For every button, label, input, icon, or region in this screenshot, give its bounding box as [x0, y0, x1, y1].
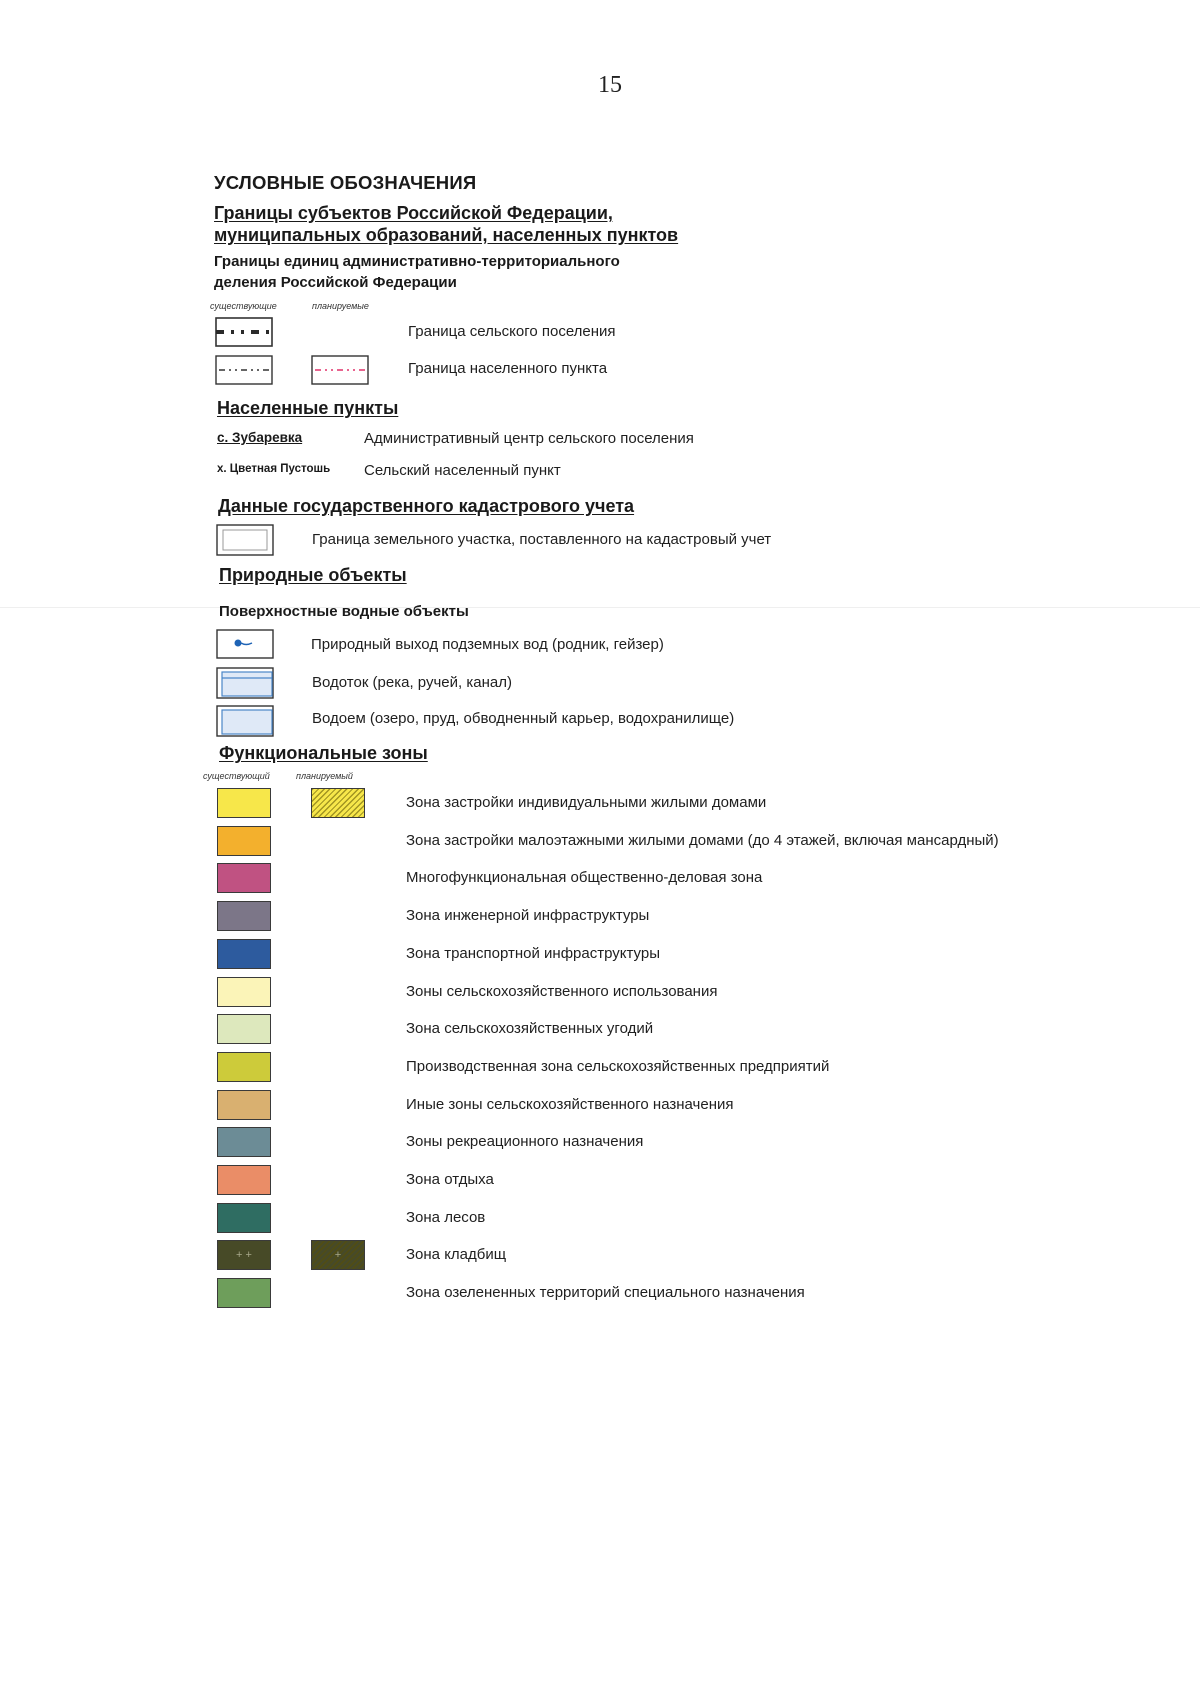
- locality-boundary-existing-symbol: [215, 355, 273, 385]
- functional-zones-heading: Функциональные зоны: [219, 743, 428, 763]
- zone-swatch-existing: [217, 788, 271, 818]
- zone-label: Зона отдыха: [406, 1171, 494, 1188]
- locality-boundary-planned-symbol: [311, 355, 369, 385]
- spring-label: Природный выход подземных вод (родник, гейзер): [311, 636, 664, 653]
- boundaries-heading-line2: муниципальных образований, населенных пунктов: [214, 225, 679, 245]
- rural-settlement-boundary-symbol: [215, 317, 273, 347]
- zone-label: Многофункциональная общественно-деловая зона: [406, 869, 763, 886]
- boundaries-heading-line1: Границы субъектов Российской Федерации,: [214, 203, 613, 223]
- zone-label: Зона застройки индивидуальными жилыми домами: [406, 794, 767, 811]
- land-plot-boundary-symbol: [216, 524, 274, 556]
- boundaries-subheading-line1: Границы единиц административно-территориального: [214, 253, 620, 270]
- zone-label: Зона сельскохозяйственных угодий: [406, 1020, 654, 1037]
- admin-center-label: Административный центр сельского поселения: [364, 430, 694, 447]
- boundaries-subheading: [214, 251, 620, 293]
- zone-swatch-planned: [311, 788, 365, 818]
- zone-swatch-planned: +: [311, 1240, 365, 1270]
- rural-locality-label: Сельский населенный пункт: [364, 462, 561, 479]
- zone-label: Зоны рекреационного назначения: [406, 1133, 644, 1150]
- zone-swatch-existing: [217, 826, 271, 856]
- zone-swatch-existing: [217, 1127, 271, 1157]
- boundaries-heading: [214, 202, 678, 246]
- zone-swatch-existing: + +: [217, 1240, 271, 1270]
- zone-label: Зона озелененных территорий специального назначения: [406, 1284, 805, 1301]
- page-number: 15: [598, 72, 622, 98]
- zone-label: Зоны сельскохозяйственного использования: [406, 983, 718, 1000]
- watercourse-symbol: [216, 667, 274, 699]
- rural-settlement-boundary-label: Граница сельского поселения: [408, 323, 616, 340]
- zone-swatch-existing: [217, 863, 271, 893]
- zone-swatch-existing: [217, 1090, 271, 1120]
- zone-label: Производственная зона сельскохозяйственных предприятий: [406, 1058, 830, 1075]
- admin-center-sample: с. Зубаревка: [217, 430, 303, 445]
- zones-caption-planned: планируемый: [296, 771, 353, 781]
- rural-locality-sample: х. Цветная Пустошь: [217, 463, 331, 475]
- zone-label: Иные зоны сельскохозяйственного назначения: [406, 1096, 734, 1113]
- locality-boundary-label: Граница населенного пункта: [408, 360, 608, 377]
- zone-label: Зона застройки малоэтажными жилыми домами (до 4 этажей, включая мансардный): [406, 832, 999, 849]
- water-body-label: Водоем (озеро, пруд, обводненный карьер, водохранилище): [312, 710, 735, 727]
- zone-swatch-existing: [217, 1052, 271, 1082]
- boundaries-caption-existing: существующие: [210, 301, 277, 311]
- boundaries-subheading-line2: деления Российской Федерации: [214, 274, 457, 291]
- watercourse-label: Водоток (река, ручей, канал): [312, 674, 512, 691]
- boundaries-caption-planned: планируемые: [312, 301, 369, 311]
- zone-swatch-existing: [217, 1014, 271, 1044]
- water-body-symbol: [216, 705, 274, 737]
- scan-artifact-line: [0, 607, 1200, 608]
- land-plot-boundary-label: Граница земельного участка, поставленного на кадастровый учет: [312, 531, 772, 548]
- zone-label: Зона инженерной инфраструктуры: [406, 907, 650, 924]
- zone-label: Зона лесов: [406, 1209, 486, 1226]
- zone-swatch-existing: [217, 1278, 271, 1308]
- zone-swatch-existing: [217, 1203, 271, 1233]
- settlements-heading: Населенные пункты: [217, 398, 399, 418]
- zone-swatch-existing: [217, 977, 271, 1007]
- zone-swatch-existing: [217, 901, 271, 931]
- zone-swatch-existing: [217, 1165, 271, 1195]
- natural-objects-heading: Природные объекты: [219, 565, 407, 585]
- cadastre-heading: Данные государственного кадастрового учета: [218, 496, 635, 516]
- spring-symbol: [216, 629, 274, 659]
- surface-water-subheading: Поверхностные водные объекты: [219, 603, 469, 620]
- zone-label: Зона кладбищ: [406, 1246, 507, 1263]
- zones-caption-existing: существующий: [203, 771, 270, 781]
- zone-label: Зона транспортной инфраструктуры: [406, 945, 661, 962]
- legend-title: УСЛОВНЫЕ ОБОЗНАЧЕНИЯ: [214, 172, 477, 193]
- zone-swatch-existing: [217, 939, 271, 969]
